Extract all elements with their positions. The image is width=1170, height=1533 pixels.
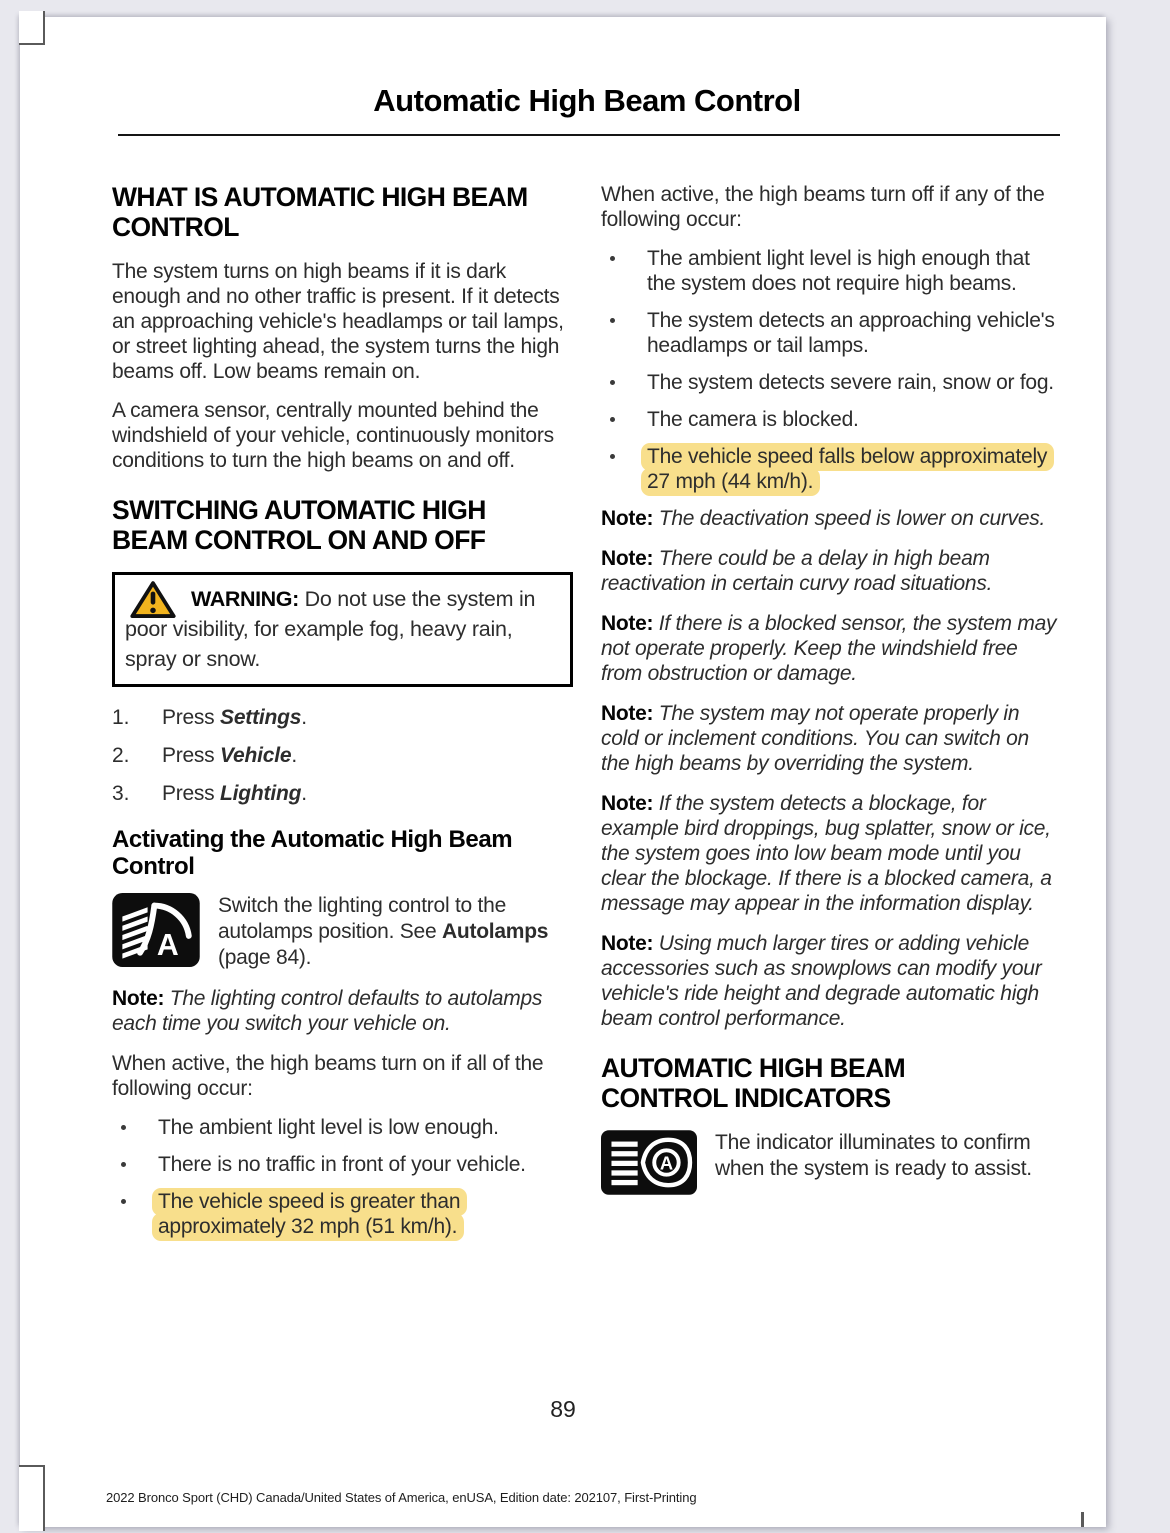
- warning-triangle-icon: [130, 580, 176, 620]
- highlighted-text: The vehicle speed is greater than approximately 32 mph (51 km/h).: [152, 1188, 467, 1241]
- title-divider: [118, 134, 1060, 136]
- right-column: [601, 182, 1062, 1251]
- paragraph: When active, the high beams turn on if all of the following occur:: [112, 1052, 544, 1100]
- note: Note: If there is a blocked sensor, the system may not operate properly. Keep the windshield free from obstruction or damage.: [601, 612, 1057, 685]
- page-title: Automatic High Beam Control: [373, 83, 801, 118]
- list-item: The system detects severe rain, snow or fog.: [601, 370, 1062, 395]
- scan-artifact-bottom-right: [1081, 1512, 1084, 1527]
- auto-high-beam-indicator-icon: [601, 1130, 697, 1200]
- bullet-dot: [601, 308, 647, 358]
- warning-label: WARNING:: [191, 587, 299, 611]
- scan-artifact-bottom-left: [19, 1465, 45, 1531]
- list-item: [112, 1189, 573, 1239]
- highlighted-text: The vehicle speed falls below approximately 27 mph (44 km/h).: [641, 443, 1054, 496]
- warning-text: Do not use the system in poor visibility, for example fog, heavy rain, spray or snow.: [125, 587, 536, 671]
- list-item: The ambient light level is low enough.: [112, 1115, 573, 1140]
- note: Note: Using much larger tires or adding vehicle accessories such as snowplows can modify your vehicle's ride height and degrade automatic high beam control performance.: [601, 932, 1042, 1030]
- bullet-dot: [601, 407, 647, 432]
- lighting-button-label: Lighting: [220, 782, 302, 805]
- list-item: [601, 444, 1062, 494]
- step-item-2: 2. Press Vehicle.: [112, 744, 297, 767]
- bullet-dot: [601, 444, 647, 494]
- list-item: The system detects an approaching vehicle's headlamps or tail lamps.: [601, 308, 1062, 358]
- bullet-dot: [601, 246, 647, 296]
- warning-box: [112, 572, 573, 687]
- manual-page: [20, 17, 1106, 1527]
- list-item: There is no traffic in front of your vehicle.: [112, 1152, 573, 1177]
- step-number: 2.: [112, 744, 130, 767]
- left-column: [112, 182, 573, 1251]
- autolamps-instruction: A Switch the lighting control to the autolamps position. See Autolamps (page 84).: [112, 893, 573, 972]
- note: Note: The system may not operate properly in cold or inclement conditions. You can switch on the high beams by overriding the system.: [601, 702, 1029, 775]
- vehicle-button-label: Vehicle: [220, 744, 292, 767]
- note: Note: If the system detects a blockage, for example bird droppings, bug splatter, snow or ice, the system goes into low beam mode until you clear the blockage. If there is a blocked camera, a message may appear in the information display.: [601, 792, 1052, 915]
- heading-indicators: AUTOMATIC HIGH BEAM CONTROL INDICATORS: [601, 1053, 906, 1113]
- step-number: 1.: [112, 706, 130, 729]
- bullet-dot: [112, 1152, 158, 1177]
- settings-button-label: Settings: [220, 706, 302, 729]
- paragraph: The system turns on high beams if it is dark enough and no other traffic is present. If it detects an approaching vehicle's headlamps or tail lamps, or street lighting ahead, the system turns the high beams off. Low beams remain on.: [112, 260, 564, 383]
- footer-text: 2022 Bronco Sport (CHD) Canada/United States of America, enUSA, Edition date: 202107, First-Printing: [106, 1490, 697, 1505]
- note: Note: The deactivation speed is lower on curves.: [601, 507, 1046, 530]
- scan-artifact-top-left: [19, 11, 45, 45]
- note: Note: There could be a delay in high beam reactivation in certain curvy road situations.: [601, 547, 993, 595]
- note: Note: The lighting control defaults to autolamps each time you switch your vehicle on.: [112, 987, 543, 1035]
- page-number: 89: [550, 1396, 576, 1422]
- bullet-dot: [112, 1189, 158, 1239]
- heading-what-is: WHAT IS AUTOMATIC HIGH BEAM CONTROL: [112, 182, 528, 242]
- list-item: The camera is blocked.: [601, 407, 1062, 432]
- bullet-dot: [601, 370, 647, 395]
- svg-text:A: A: [156, 929, 179, 963]
- step-item-1: 1. Press Settings.: [112, 706, 307, 729]
- svg-text:A: A: [659, 1152, 674, 1174]
- autolamps-headlamp-icon: [112, 893, 200, 972]
- step-item-3: 3. Press Lighting.: [112, 782, 307, 805]
- paragraph: A camera sensor, centrally mounted behind the windshield of your vehicle, continuously monitors conditions to turn the high beams on and off.: [112, 399, 554, 472]
- indicator-description: A The indicator illuminates to confirm when the system is ready to assist.: [601, 1130, 1062, 1200]
- list-item: The ambient light level is high enough that the system does not require high beams.: [601, 246, 1062, 296]
- step-number: 3.: [112, 782, 130, 805]
- heading-switching: SWITCHING AUTOMATIC HIGH BEAM CONTROL ON AND OFF: [112, 495, 486, 555]
- heading-activating: Activating the Automatic High Beam Control: [112, 826, 513, 880]
- bullet-dot: [112, 1115, 158, 1140]
- paragraph: When active, the high beams turn off if any of the following occur:: [601, 183, 1045, 231]
- autolamps-reference: Autolamps: [441, 920, 549, 943]
